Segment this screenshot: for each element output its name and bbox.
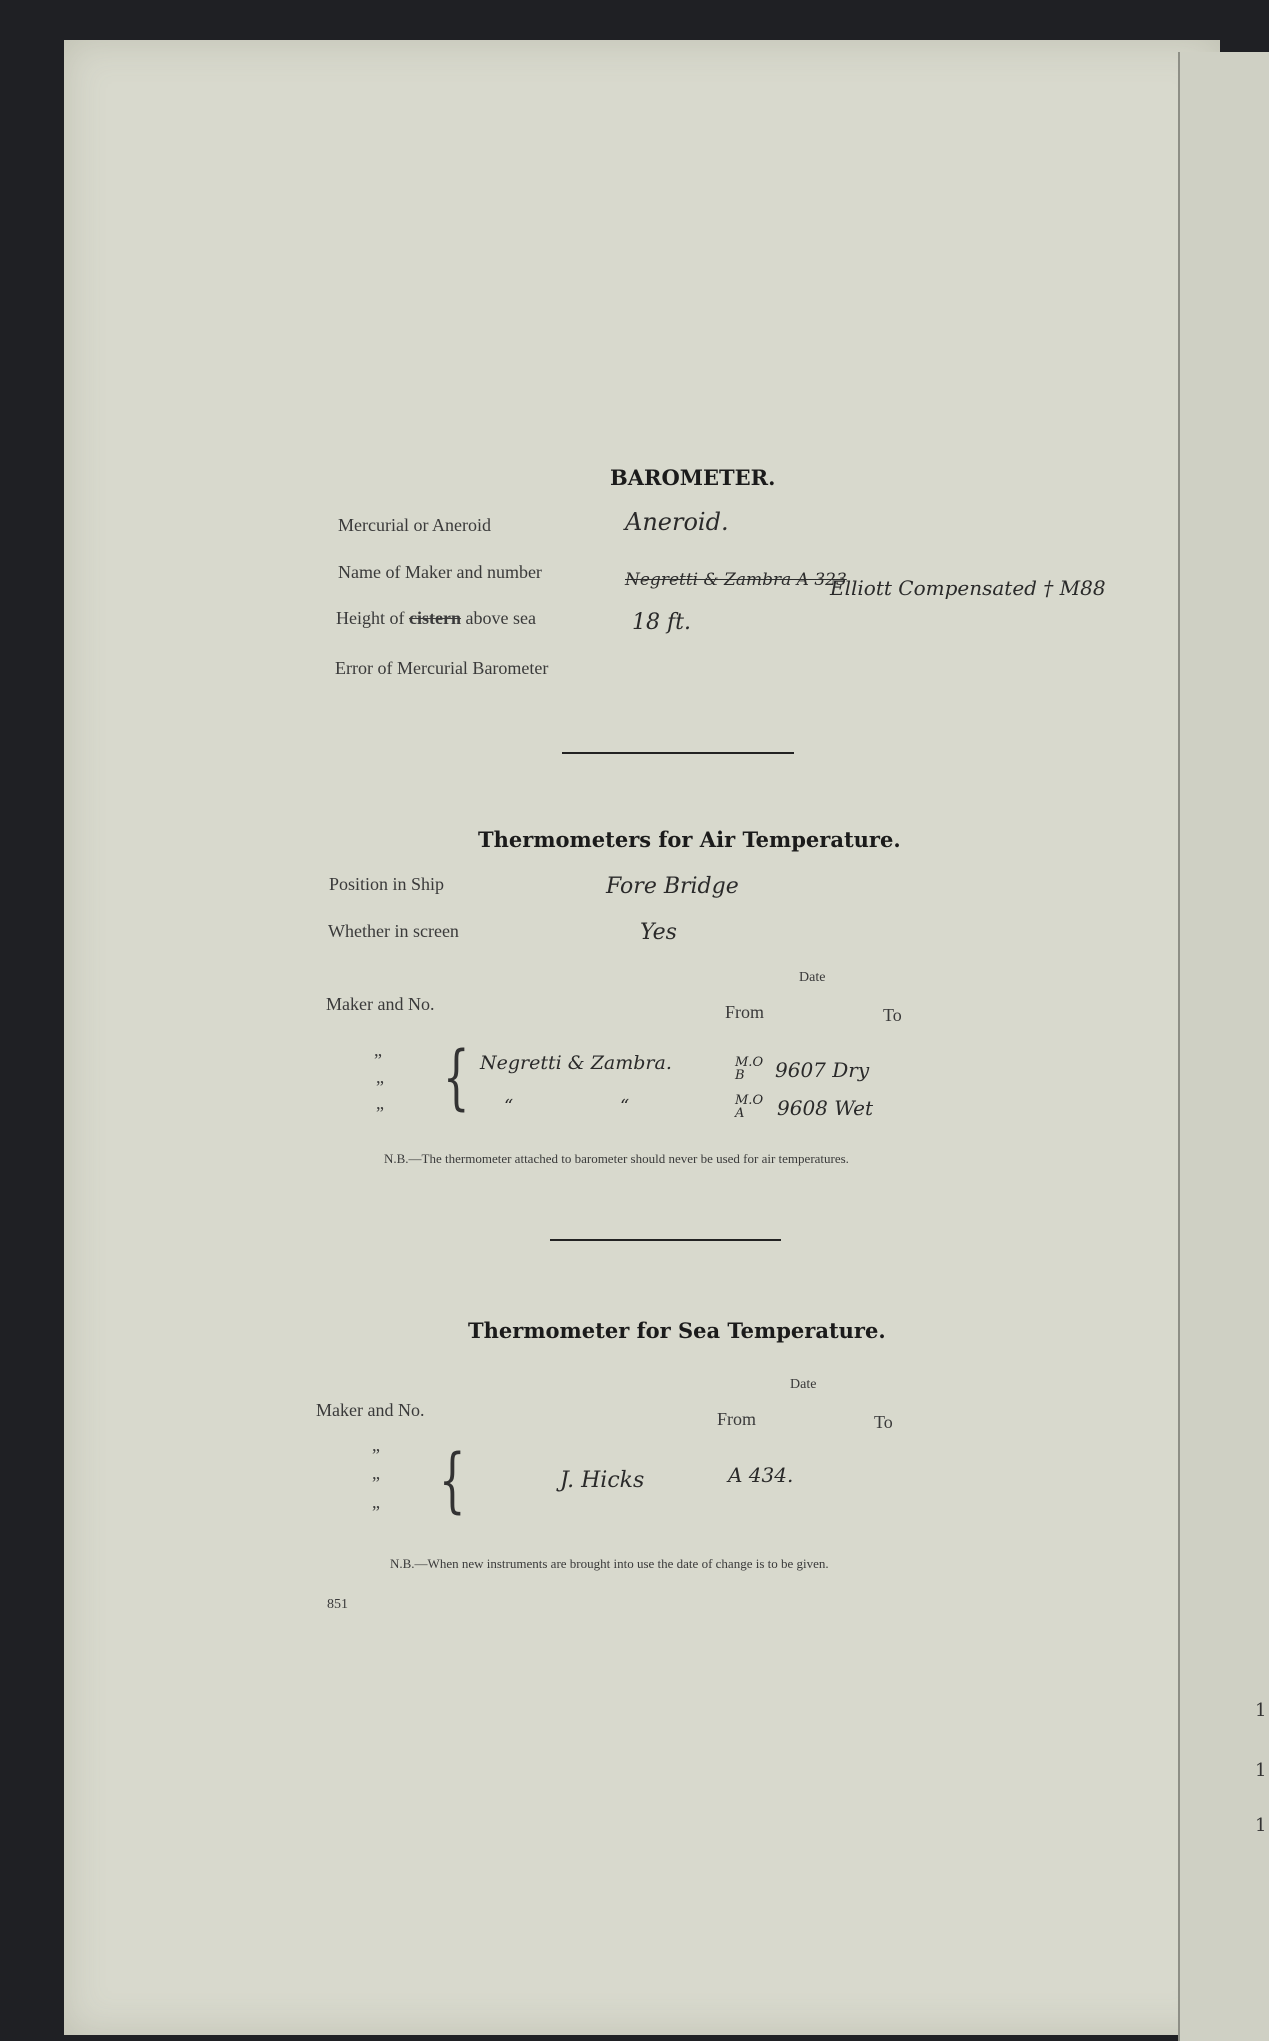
ditto-mark: ”	[376, 1077, 384, 1097]
label-to: To	[874, 1412, 893, 1432]
value-height: 18 ft.	[632, 610, 691, 635]
value-in-screen: Yes	[640, 920, 677, 945]
adjacent-page-edge	[1178, 52, 1269, 2041]
label-maker-and-no: Maker and No.	[316, 1400, 425, 1420]
section-divider	[562, 752, 794, 754]
value-row1-ref: M.O B	[735, 1055, 764, 1083]
label-from: From	[717, 1409, 757, 1429]
label-whether-in-screen: Whether in screen	[328, 921, 459, 941]
label-height-above-sea	[336, 608, 536, 629]
label-mercurial-or-aneroid: Mercurial or Aneroid	[338, 515, 491, 535]
label-mercurial-error: Error of Mercurial Barometer	[335, 658, 549, 678]
edge-digit: 1	[1255, 1815, 1267, 1836]
value-barometer-type: Aneroid.	[625, 508, 729, 536]
barometer-title: BAROMETER.	[610, 465, 776, 490]
label-maker-number: Name of Maker and number	[338, 562, 542, 582]
ditto-handwritten: “	[504, 1096, 514, 1117]
ditto-mark: ”	[376, 1103, 384, 1123]
value-sea-maker: J. Hicks	[560, 1468, 645, 1493]
value-row1-number: 9607 Dry	[775, 1058, 870, 1082]
value-row2-number: 9608 Wet	[777, 1096, 874, 1120]
form-number: 851	[327, 1597, 348, 1612]
value-maker-struck: Negretti & Zambra A 323	[625, 570, 847, 590]
label-date: Date	[799, 970, 826, 985]
ditto-mark: ”	[372, 1473, 380, 1493]
ditto-mark: ”	[372, 1502, 380, 1522]
value-maker: Elliott Compensated † M88	[830, 576, 1106, 600]
label-position-in-ship: Position in Ship	[329, 874, 445, 894]
value-air-maker: Negretti & Zambra.	[480, 1052, 672, 1074]
air-note: N.B.—The thermometer attached to barometer should never be used for air temperatures.	[384, 1151, 849, 1166]
bracket: {	[442, 1036, 470, 1118]
ditto-mark: ”	[372, 1445, 380, 1465]
label-height-pre: Height of	[336, 608, 405, 628]
edge-digit: 1	[1255, 1760, 1267, 1781]
air-thermometers-title: Thermometers for Air Temperature.	[478, 827, 901, 852]
value-sea-number: A 434.	[728, 1463, 794, 1487]
sea-thermometer-title: Thermometer for Sea Temperature.	[468, 1318, 886, 1343]
ditto-mark: ”	[374, 1050, 382, 1070]
value-row2-ref: M.O A	[735, 1093, 764, 1121]
label-date: Date	[790, 1377, 817, 1392]
label-from: From	[725, 1002, 765, 1022]
bracket: {	[438, 1439, 466, 1521]
document-page	[64, 40, 1220, 2035]
value-position-in-ship: Fore Bridge	[606, 874, 739, 899]
label-to: To	[883, 1005, 902, 1025]
label-height-post: above sea	[465, 608, 536, 628]
label-height-struck: cistern	[408, 608, 461, 628]
section-divider	[550, 1239, 781, 1241]
edge-digit: 1	[1255, 1700, 1267, 1721]
label-maker-and-no: Maker and No.	[326, 994, 435, 1014]
ditto-handwritten: “	[620, 1096, 630, 1117]
sea-note: N.B.—When new instruments are brought into use the date of change is to be given.	[390, 1556, 829, 1571]
